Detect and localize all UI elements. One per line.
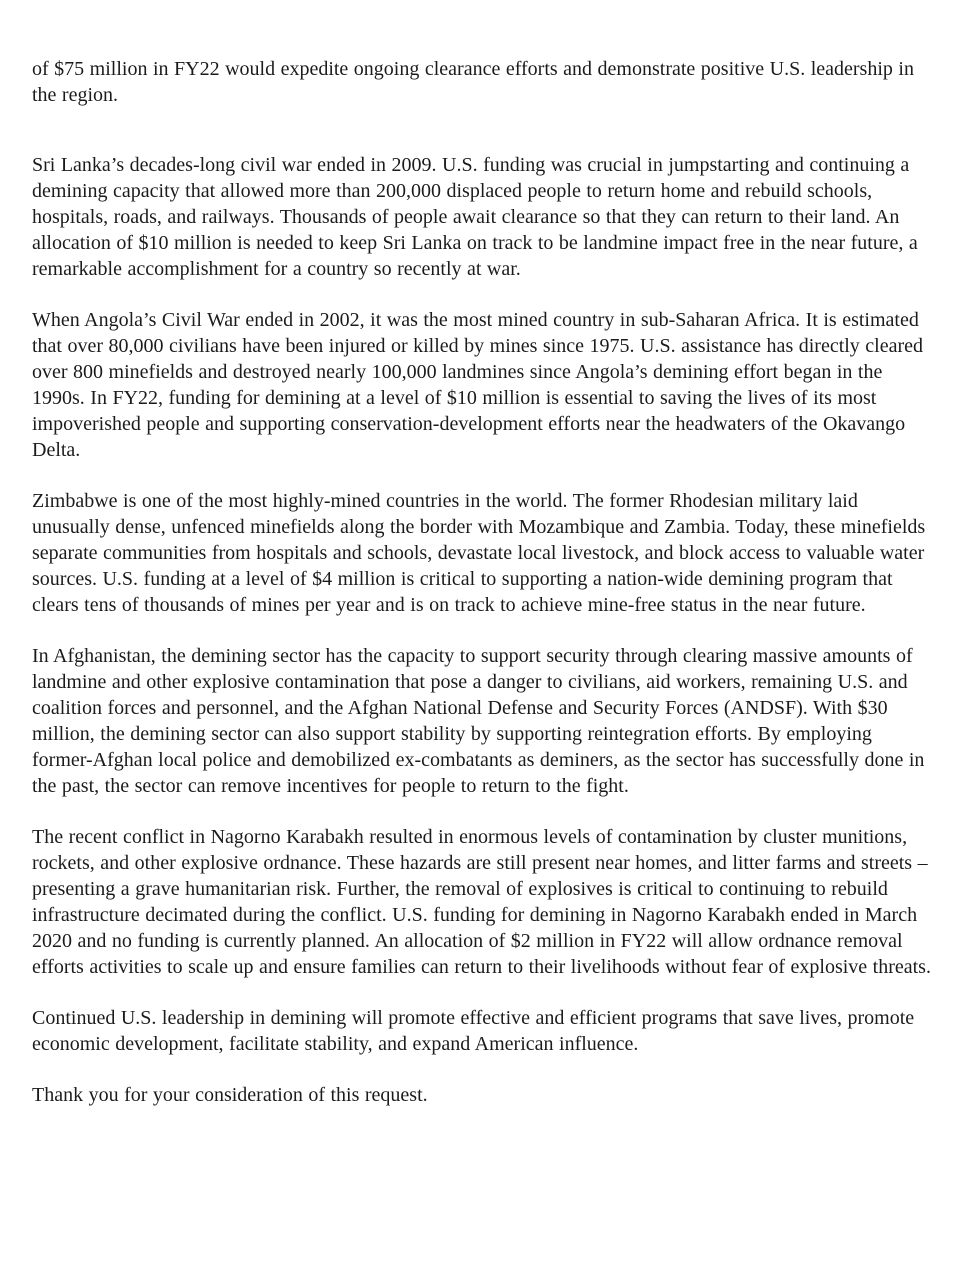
paragraph-angola: When Angola’s Civil War ended in 2002, it was the most mined country in sub-Saharan Africa. It is estimated that over 80,000 civilians have been injured or killed by mines since 1975. U.S. assistance has directly cleared over 800 minefields and destroyed nearly 100,000 landmines since Angola’s demining effort began in the 1990s. In FY22, funding for demining at a level of $10 million is essential to saving the lives of its most impoverished people and supporting conservation-development efforts near the headwaters of the Okavango Delta. (32, 309, 924, 461)
paragraph-us-leadership: Continued U.S. leadership in demining will promote effective and efficient programs that save lives, promote economic development, facilitate stability, and expand American influence. (32, 1007, 915, 1055)
paragraph-zimbabwe: Zimbabwe is one of the most highly-mined countries in the world. The former Rhodesian military laid unusually dense, unfenced minefields along the border with Mozambique and Zambia. Today, these minefields separate communities from hospitals and schools, devastate local livestock, and block access to valuable water sources. U.S. funding at a level of $4 million is critical to supporting a nation-wide demining program that clears tens of thousands of mines per year and is on track to achieve mine-free status in the near future. (32, 490, 926, 616)
paragraph-fy22-allocation: of $75 million in FY22 would expedite ongoing clearance efforts and demonstrate positive U.S. leadership in the region. (32, 58, 914, 106)
paragraph-sri-lanka: Sri Lanka’s decades-long civil war ended in 2009. U.S. funding was crucial in jumpstarting and continuing a demining capacity that allowed more than 200,000 displaced people to return home and rebuild schools, hospitals, roads, and railways. Thousands of people await clearance so that they can return to their land. An allocation of $10 million is needed to keep Sri Lanka on track to be landmine impact free in the near future, a remarkable accomplishment for a country so recently at war. (32, 154, 918, 280)
paragraph-afghanistan: In Afghanistan, the demining sector has the capacity to support security through clearing massive amounts of landmine and other explosive contamination that pose a danger to civilians, aid workers, remaining U.S. and coalition forces and personnel, and the Afghan National Defense and Security Forces (ANDSF). With $30 million, the demining sector can also support stability by supporting reintegration efforts. By employing former-Afghan local police and demobilized ex-combatants as deminers, as the sector has successfully done in the past, the sector can remove incentives for people to return to the fight. (32, 645, 925, 797)
paragraph-thank-you: Thank you for your consideration of this request. (32, 1084, 428, 1106)
paragraph-nagorno-karabakh: The recent conflict in Nagorno Karabakh resulted in enormous levels of contamination by cluster munitions, rockets, and other explosive ordnance. These hazards are still present near homes, and litter farms and streets – presenting a grave humanitarian risk. Further, the removal of explosives is critical to continuing to rebuild infrastructure decimated during the conflict. U.S. funding for demining in Nagorno Karabakh ended in March 2020 and no funding is currently planned. An allocation of $2 million in FY22 will allow ordnance removal efforts activities to scale up and ensure families can return to their livelihoods without fear of explosive threats. (32, 826, 931, 978)
